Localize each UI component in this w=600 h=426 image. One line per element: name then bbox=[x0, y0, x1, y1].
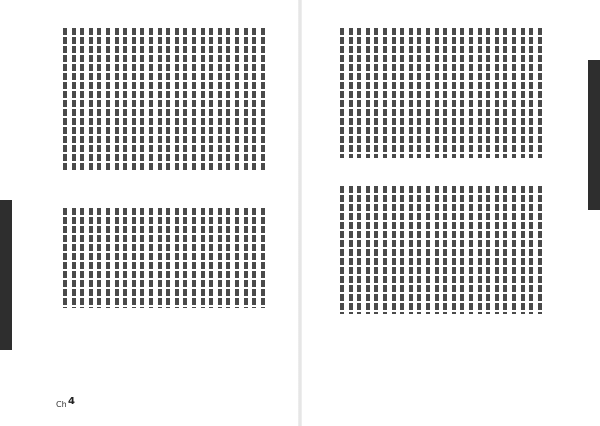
text-column bbox=[469, 28, 473, 158]
text-column bbox=[261, 28, 265, 170]
text-column bbox=[426, 186, 430, 314]
text-column bbox=[392, 28, 396, 158]
text-column bbox=[244, 28, 248, 170]
text-column bbox=[400, 186, 404, 314]
text-column bbox=[80, 208, 84, 308]
text-column bbox=[392, 186, 396, 314]
text-column bbox=[166, 208, 170, 308]
text-column bbox=[409, 186, 413, 314]
text-column bbox=[452, 186, 456, 314]
text-column bbox=[106, 28, 110, 170]
text-column bbox=[140, 208, 144, 308]
right-text-block-upper bbox=[340, 28, 550, 158]
text-column bbox=[460, 28, 464, 158]
text-column bbox=[512, 186, 516, 314]
text-column bbox=[357, 28, 361, 158]
text-column bbox=[529, 28, 533, 158]
text-column bbox=[521, 28, 525, 158]
text-column bbox=[417, 28, 421, 158]
right-thumb-index bbox=[588, 60, 600, 210]
text-column bbox=[495, 186, 499, 314]
text-column bbox=[218, 28, 222, 170]
text-column bbox=[97, 208, 101, 308]
text-column bbox=[201, 208, 205, 308]
text-column bbox=[209, 208, 213, 308]
text-column bbox=[349, 186, 353, 314]
text-column bbox=[478, 28, 482, 158]
text-column bbox=[63, 208, 67, 308]
text-column bbox=[503, 28, 507, 158]
text-column bbox=[486, 186, 490, 314]
text-column bbox=[209, 28, 213, 170]
text-column bbox=[366, 186, 370, 314]
text-column bbox=[426, 28, 430, 158]
page-marker-label: Ch bbox=[56, 400, 67, 409]
text-column bbox=[366, 28, 370, 158]
text-column bbox=[226, 28, 230, 170]
text-column bbox=[192, 28, 196, 170]
text-column bbox=[244, 208, 248, 308]
text-column bbox=[80, 28, 84, 170]
text-column bbox=[89, 28, 93, 170]
text-column bbox=[252, 208, 256, 308]
text-column bbox=[115, 208, 119, 308]
text-column bbox=[529, 186, 533, 314]
text-column bbox=[374, 186, 378, 314]
text-column bbox=[132, 208, 136, 308]
text-column bbox=[106, 208, 110, 308]
text-column bbox=[409, 28, 413, 158]
text-column bbox=[123, 208, 127, 308]
text-column bbox=[140, 28, 144, 170]
text-column bbox=[175, 208, 179, 308]
text-column bbox=[218, 208, 222, 308]
text-column bbox=[226, 208, 230, 308]
text-column bbox=[435, 28, 439, 158]
text-column bbox=[538, 28, 542, 158]
text-column bbox=[521, 186, 525, 314]
text-column bbox=[72, 28, 76, 170]
text-column bbox=[349, 28, 353, 158]
text-column bbox=[374, 28, 378, 158]
text-column bbox=[538, 186, 542, 314]
text-column bbox=[512, 28, 516, 158]
text-column bbox=[201, 28, 205, 170]
text-column bbox=[495, 28, 499, 158]
text-column bbox=[158, 208, 162, 308]
text-column bbox=[166, 28, 170, 170]
text-column bbox=[435, 186, 439, 314]
text-column bbox=[235, 208, 239, 308]
right-text-block-lower bbox=[340, 186, 550, 314]
text-column bbox=[443, 28, 447, 158]
text-column bbox=[235, 28, 239, 170]
text-column bbox=[175, 28, 179, 170]
text-column bbox=[132, 28, 136, 170]
left-thumb-index bbox=[0, 200, 12, 350]
text-column bbox=[340, 28, 344, 158]
text-column bbox=[149, 208, 153, 308]
text-column bbox=[192, 208, 196, 308]
text-column bbox=[417, 186, 421, 314]
text-column bbox=[252, 28, 256, 170]
text-column bbox=[503, 186, 507, 314]
text-column bbox=[400, 28, 404, 158]
left-page-marker bbox=[56, 400, 67, 409]
text-column bbox=[97, 28, 101, 170]
text-column bbox=[443, 186, 447, 314]
text-column bbox=[63, 28, 67, 170]
left-text-block-upper bbox=[63, 28, 273, 170]
text-column bbox=[261, 208, 265, 308]
text-column bbox=[478, 186, 482, 314]
text-column bbox=[183, 28, 187, 170]
left-text-block-lower bbox=[63, 208, 273, 308]
text-column bbox=[469, 186, 473, 314]
right-page bbox=[300, 0, 600, 426]
text-column bbox=[383, 28, 387, 158]
text-column bbox=[452, 28, 456, 158]
left-page-number bbox=[68, 396, 75, 407]
left-page-number-text: 4 bbox=[68, 396, 75, 407]
text-column bbox=[340, 186, 344, 314]
text-column bbox=[486, 28, 490, 158]
text-column bbox=[123, 28, 127, 170]
text-column bbox=[357, 186, 361, 314]
text-column bbox=[115, 28, 119, 170]
text-column bbox=[183, 208, 187, 308]
text-column bbox=[460, 186, 464, 314]
text-column bbox=[158, 28, 162, 170]
text-column bbox=[149, 28, 153, 170]
text-column bbox=[383, 186, 387, 314]
text-column bbox=[89, 208, 93, 308]
text-column bbox=[72, 208, 76, 308]
